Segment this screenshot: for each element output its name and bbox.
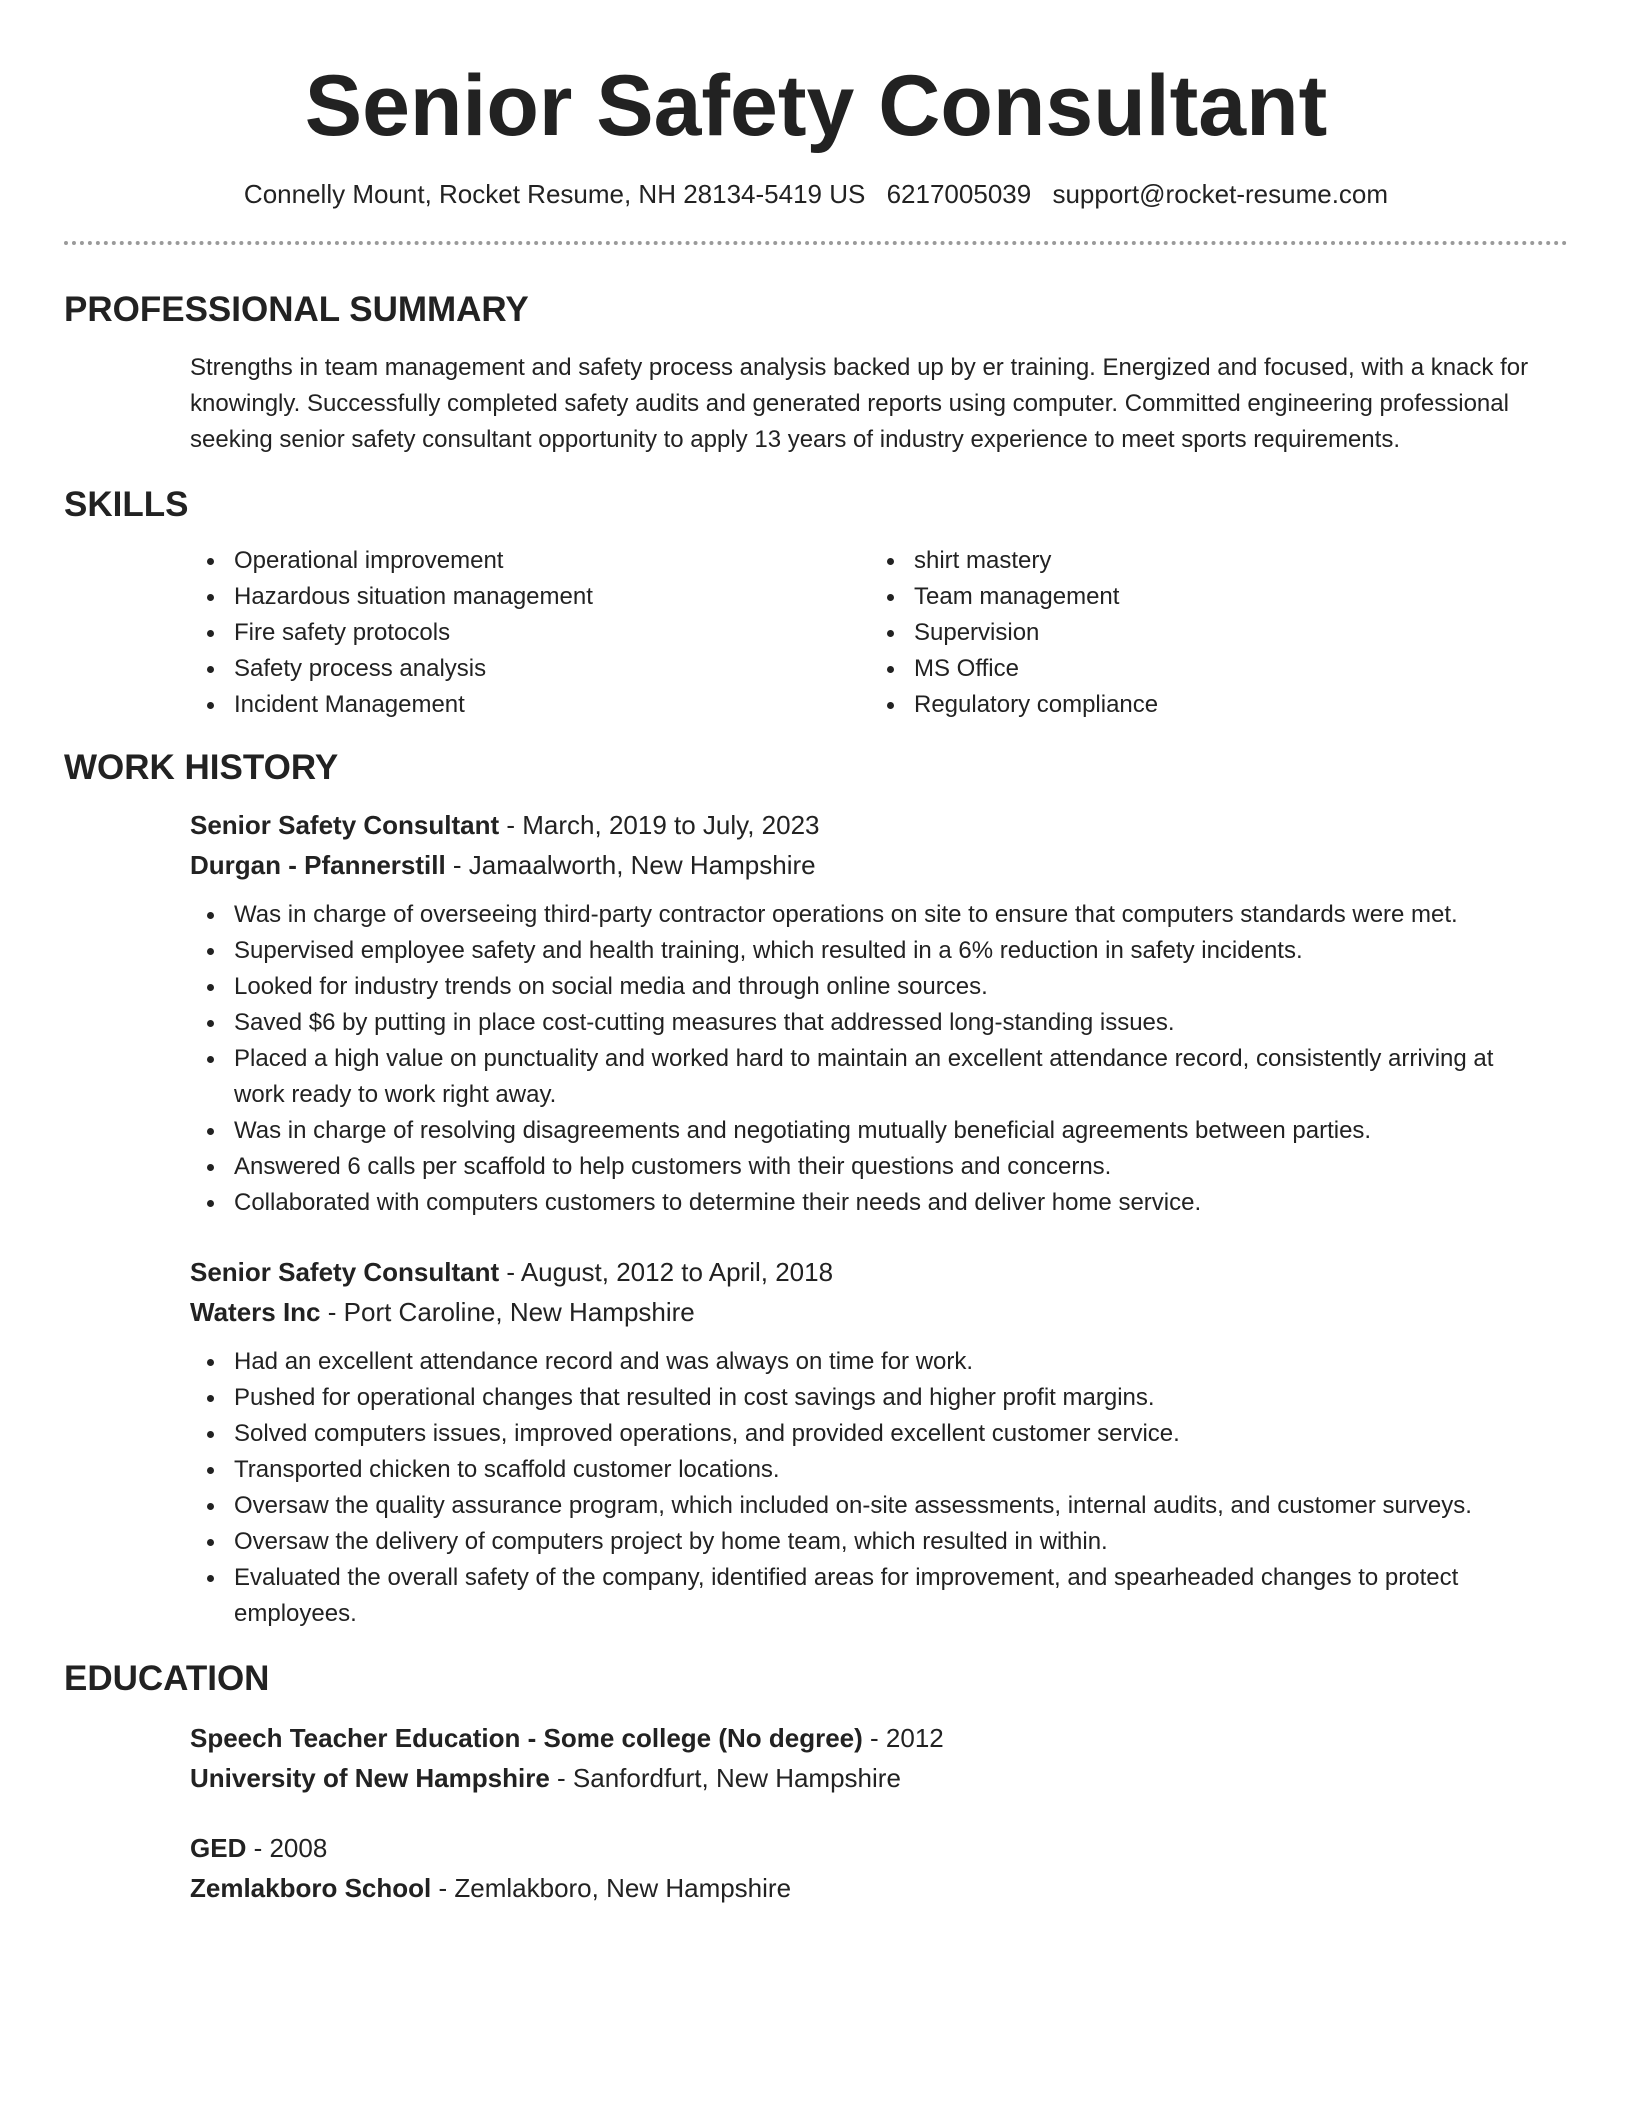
job-company-line: [190, 1292, 1568, 1332]
job-title: Senior Safety Consultant: [190, 1257, 500, 1287]
job-entry: [64, 805, 1568, 1221]
job-company: Waters Inc: [190, 1297, 321, 1327]
education-degree: Speech Teacher Education - Some college (No degree): [190, 1723, 863, 1753]
skill-item: Incident Management: [190, 687, 870, 723]
job-company-line: [190, 845, 1568, 885]
education-degree-line: [190, 1718, 1568, 1758]
job-duty: Saved $6 by putting in place cost-cutting measures that addressed long-standing issues.: [190, 1005, 1548, 1041]
job-dates: - March, 2019 to July, 2023: [499, 810, 820, 840]
job-duty: Collaborated with computers customers to determine their needs and deliver home service.: [190, 1185, 1548, 1221]
skill-item: Operational improvement: [190, 543, 870, 579]
education-year: - 2008: [246, 1833, 328, 1863]
job-duties: [64, 897, 1568, 1221]
contact-address: Connelly Mount, Rocket Resume, NH 28134-5419 US: [243, 179, 866, 209]
job-duties: [64, 1344, 1568, 1632]
job-duty: Solved computers issues, improved operations, and provided excellent customer service.: [190, 1416, 1548, 1452]
education-location: - Sanfordfurt, New Hampshire: [549, 1763, 901, 1793]
skills-column-right: [870, 543, 1550, 723]
education-school-line: [190, 1758, 1568, 1798]
skill-item: Safety process analysis: [190, 651, 870, 687]
header-divider: [64, 241, 1568, 245]
job-location: - Jamaalworth, New Hampshire: [445, 850, 816, 880]
job-duty: Looked for industry trends on social media and through online sources.: [190, 969, 1548, 1005]
resume-title: Senior Safety Consultant: [304, 58, 1328, 154]
education-location: - Zemlakboro, New Hampshire: [431, 1873, 792, 1903]
skills-heading: SKILLS: [64, 485, 189, 524]
job-duty: Answered 6 calls per scaffold to help customers with their questions and concerns.: [190, 1149, 1548, 1185]
summary-heading: PROFESSIONAL SUMMARY: [64, 290, 529, 329]
education-school: University of New Hampshire: [190, 1763, 550, 1793]
job-duty: Had an excellent attendance record and was always on time for work.: [190, 1344, 1548, 1380]
job-duty: Evaluated the overall safety of the company, identified areas for improvement, and spearheaded changes to protect employees.: [190, 1560, 1548, 1632]
job-company: Durgan - Pfannerstill: [190, 850, 446, 880]
skill-item: Hazardous situation management: [190, 579, 870, 615]
skills-column-left: [190, 543, 870, 723]
contact-info: [64, 178, 1568, 210]
skill-item: Fire safety protocols: [190, 615, 870, 651]
job-title-line: [190, 1252, 1568, 1292]
job-duty: Oversaw the delivery of computers project by home team, which resulted in within.: [190, 1524, 1548, 1560]
skill-item: Team management: [870, 579, 1550, 615]
work-history-heading: WORK HISTORY: [64, 748, 339, 787]
job-entry: [64, 1252, 1568, 1632]
job-dates: - August, 2012 to April, 2018: [499, 1257, 834, 1287]
skill-item: shirt mastery: [870, 543, 1550, 579]
contact-email: support@rocket-resume.com: [1052, 179, 1389, 209]
education-entry: [64, 1718, 1568, 1798]
education-heading: EDUCATION: [64, 1659, 270, 1698]
education-entry: [64, 1828, 1568, 1908]
job-location: - Port Caroline, New Hampshire: [320, 1297, 695, 1327]
job-title: Senior Safety Consultant: [190, 810, 500, 840]
summary-text: Strengths in team management and safety process analysis backed up by er training. Energized and focused, with a knack for knowingly. Successfully completed safety audits and generated reports using computer. Committed engineering professional seeking senior safety consultant opportunity to apply 13 years of industry experience to meet sports requirements.: [190, 354, 1529, 453]
job-duty: Supervised employee safety and health training, which resulted in a 6% reduction in safety incidents.: [190, 933, 1548, 969]
job-duty: Pushed for operational changes that resulted in cost savings and higher profit margins.: [190, 1380, 1548, 1416]
job-duty: Placed a high value on punctuality and worked hard to maintain an excellent attendance record, consistently arriving at work ready to work right away.: [190, 1041, 1548, 1113]
job-duty: Transported chicken to scaffold customer locations.: [190, 1452, 1548, 1488]
job-duty: Oversaw the quality assurance program, which included on-site assessments, internal audits, and customer surveys.: [190, 1488, 1548, 1524]
education-degree-line: [190, 1828, 1568, 1868]
education-school: Zemlakboro School: [190, 1873, 432, 1903]
education-school-line: [190, 1868, 1568, 1908]
education-degree: GED: [190, 1833, 247, 1863]
skill-item: Supervision: [870, 615, 1550, 651]
job-duty: Was in charge of overseeing third-party contractor operations on site to ensure that computers standards were met.: [190, 897, 1548, 933]
skill-item: MS Office: [870, 651, 1550, 687]
education-year: - 2012: [862, 1723, 944, 1753]
skill-item: Regulatory compliance: [870, 687, 1550, 723]
contact-phone: 6217005039: [886, 179, 1032, 209]
job-title-line: [190, 805, 1568, 845]
job-duty: Was in charge of resolving disagreements and negotiating mutually beneficial agreements between parties.: [190, 1113, 1548, 1149]
skills-list: [64, 543, 1568, 723]
